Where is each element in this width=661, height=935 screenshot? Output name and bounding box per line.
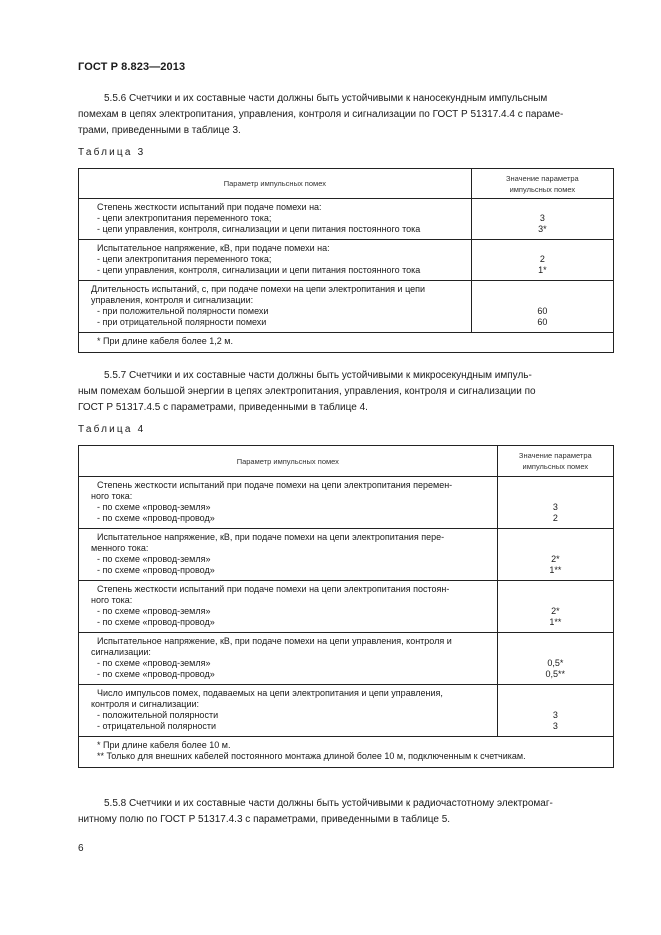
cell-line: - отрицательной полярности <box>97 721 217 731</box>
cell-line: - по схеме «провод-земля» <box>97 502 211 512</box>
cell-line: - по схеме «провод-земля» <box>97 658 211 668</box>
value-line: 1** <box>549 617 562 627</box>
cell-line: - при положительной полярности помехи <box>97 306 269 316</box>
cell-line: - при отрицательной полярности помехи <box>97 317 267 327</box>
value-line <box>498 636 613 647</box>
value-line <box>472 295 613 306</box>
value-line: 2 <box>539 254 545 264</box>
parameter-cell <box>79 581 498 633</box>
cell-line: - цепи управления, контроля, сигнализации и цепи питания постоянного тока <box>97 224 421 234</box>
table-row <box>79 477 614 529</box>
value-line: 0,5** <box>545 669 566 679</box>
cell-line: управления, контроля и сигнализации: <box>91 295 254 305</box>
value-line: 1* <box>538 265 547 275</box>
parameter-cell <box>79 633 498 685</box>
paragraph-line: 5.5.6 Счетчики и их составные части должны быть устойчивыми к наносекундным импульсным <box>104 93 548 104</box>
value-line <box>472 243 613 254</box>
paragraph-5-5-6 <box>78 91 616 139</box>
footnote: * При длине кабеля более 1,2 м. <box>97 336 233 346</box>
footnote-cell <box>79 333 614 353</box>
parameter-cell <box>79 281 472 333</box>
paragraph-line: трами, приведенными в таблице 3. <box>78 125 241 136</box>
parameter-cell <box>79 199 472 240</box>
paragraph-line: нитному полю по ГОСТ Р 51317.4.3 с параметрами, приведенными в таблице 5. <box>78 814 451 825</box>
column-header-value <box>471 169 613 199</box>
table-row <box>79 529 614 581</box>
cell-line: ного тока: <box>91 595 133 605</box>
value-line <box>498 688 613 699</box>
table-row <box>79 685 614 737</box>
cell-line: Длительность испытаний, с, при подаче помехи на цепи электропитания и цепи <box>91 284 426 294</box>
cell-line: сигнализации: <box>91 647 151 657</box>
value-cell <box>471 240 613 281</box>
value-line <box>498 480 613 491</box>
value-line: 3* <box>538 224 547 234</box>
paragraph-5-5-8 <box>78 796 616 828</box>
value-line: 3 <box>552 502 558 512</box>
cell-line: - по схеме «провод-провод» <box>97 617 215 627</box>
cell-line: Степень жесткости испытаний при подаче помехи на цепи электропитания постоян- <box>97 584 450 594</box>
table-3-label: Таблица 3 <box>78 147 146 158</box>
header-line: импульсных помех <box>509 184 576 194</box>
value-line <box>498 491 613 502</box>
cell-line: Число импульсов помех, подаваемых на цепи электропитания и цепи управления, <box>97 688 443 698</box>
paragraph-line: 5.5.7 Счетчики и их составные части должны быть устойчивыми к микросекундным импуль- <box>104 370 532 381</box>
page-number: 6 <box>78 843 84 854</box>
cell-line: - по схеме «провод-земля» <box>97 606 211 616</box>
cell-line: Степень жесткости испытаний при подаче помехи на цепи электропитания перемен- <box>97 480 453 490</box>
value-line: 60 <box>537 306 548 316</box>
value-cell <box>471 199 613 240</box>
value-cell <box>497 477 613 529</box>
value-line: 60 <box>537 317 548 327</box>
cell-line: - цепи управления, контроля, сигнализации и цепи питания постоянного тока <box>97 265 421 275</box>
cell-line: ного тока: <box>91 491 133 501</box>
value-line <box>498 595 613 606</box>
value-line: 2* <box>551 606 560 616</box>
table-footnote-row <box>79 333 614 353</box>
column-header-value <box>497 446 613 477</box>
value-line <box>498 543 613 554</box>
cell-line: - по схеме «провод-провод» <box>97 513 215 523</box>
table-row <box>79 581 614 633</box>
value-line: 1** <box>549 565 562 575</box>
value-cell <box>497 581 613 633</box>
table-header-row <box>79 169 614 199</box>
value-line <box>472 202 613 213</box>
paragraph-5-5-7 <box>78 368 616 416</box>
value-line: 2* <box>551 554 560 564</box>
header-line: Значение параметра <box>518 451 592 460</box>
value-line: 3 <box>539 213 545 223</box>
cell-line: Испытательное напряжение, кВ, при подаче помехи на: <box>97 243 330 253</box>
table-row <box>79 199 614 240</box>
value-line <box>498 699 613 710</box>
value-line: 3 <box>552 721 558 731</box>
parameter-cell <box>79 529 498 581</box>
value-line <box>472 284 613 295</box>
parameter-cell <box>79 685 498 737</box>
table-footnote-row <box>79 737 614 768</box>
value-line <box>498 532 613 543</box>
parameter-cell <box>79 477 498 529</box>
header-line: Значение параметра <box>505 173 579 183</box>
table-row <box>79 281 614 333</box>
table-4 <box>78 445 614 768</box>
value-cell <box>497 529 613 581</box>
footnote-cell <box>79 737 614 768</box>
table-row <box>79 240 614 281</box>
value-line: 3 <box>552 710 558 720</box>
footnote: ** Только для внешних кабелей постоянного монтажа длиной более 10 м, подключенным к счетчикам. <box>97 751 526 761</box>
value-cell <box>497 633 613 685</box>
parameter-cell <box>79 240 472 281</box>
value-line: 2 <box>552 513 558 523</box>
cell-line: - цепи электропитания переменного тока; <box>97 213 272 223</box>
cell-line: менного тока: <box>91 543 149 553</box>
value-cell <box>497 685 613 737</box>
cell-line: - по схеме «провод-земля» <box>97 554 211 564</box>
document-header: ГОСТ Р 8.823—2013 <box>78 61 186 73</box>
table-3 <box>78 168 614 353</box>
value-line: 0,5* <box>547 658 564 668</box>
column-header-parameter: Параметр импульсных помех <box>79 446 498 477</box>
cell-line: контроля и сигнализации: <box>91 699 200 709</box>
paragraph-line: 5.5.8 Счетчики и их составные части должны быть устойчивыми к радиочастотному электромаг- <box>104 798 553 809</box>
table-header-row <box>79 446 614 477</box>
cell-line: - по схеме «провод-провод» <box>97 669 215 679</box>
cell-line: Испытательное напряжение, кВ, при подаче помехи на цепи управления, контроля и <box>97 636 452 646</box>
table-row <box>79 633 614 685</box>
value-cell <box>471 281 613 333</box>
cell-line: Степень жесткости испытаний при подаче помехи на: <box>97 202 322 212</box>
paragraph-line: ГОСТ Р 51317.4.5 с параметрами, приведенными в таблице 4. <box>78 402 368 413</box>
cell-line: - положительной полярности <box>97 710 219 720</box>
footnote: * При длине кабеля более 10 м. <box>97 740 231 750</box>
header-line: импульсных помех <box>522 462 589 471</box>
cell-line: - цепи электропитания переменного тока; <box>97 254 272 264</box>
value-line <box>498 647 613 658</box>
paragraph-line: ным помехам большой энергии в цепях электропитания, управления, контроля и сигнализации по <box>78 386 536 397</box>
cell-line: - по схеме «провод-провод» <box>97 565 215 575</box>
value-line <box>498 584 613 595</box>
table-4-label: Таблица 4 <box>78 424 146 435</box>
column-header-parameter: Параметр импульсных помех <box>79 169 472 199</box>
paragraph-line: помехам в цепях электропитания, управления, контроля и сигнализации по ГОСТ Р 51317.4.4 с параме- <box>78 109 564 120</box>
cell-line: Испытательное напряжение, кВ, при подаче помехи на цепи электропитания пере- <box>97 532 445 542</box>
